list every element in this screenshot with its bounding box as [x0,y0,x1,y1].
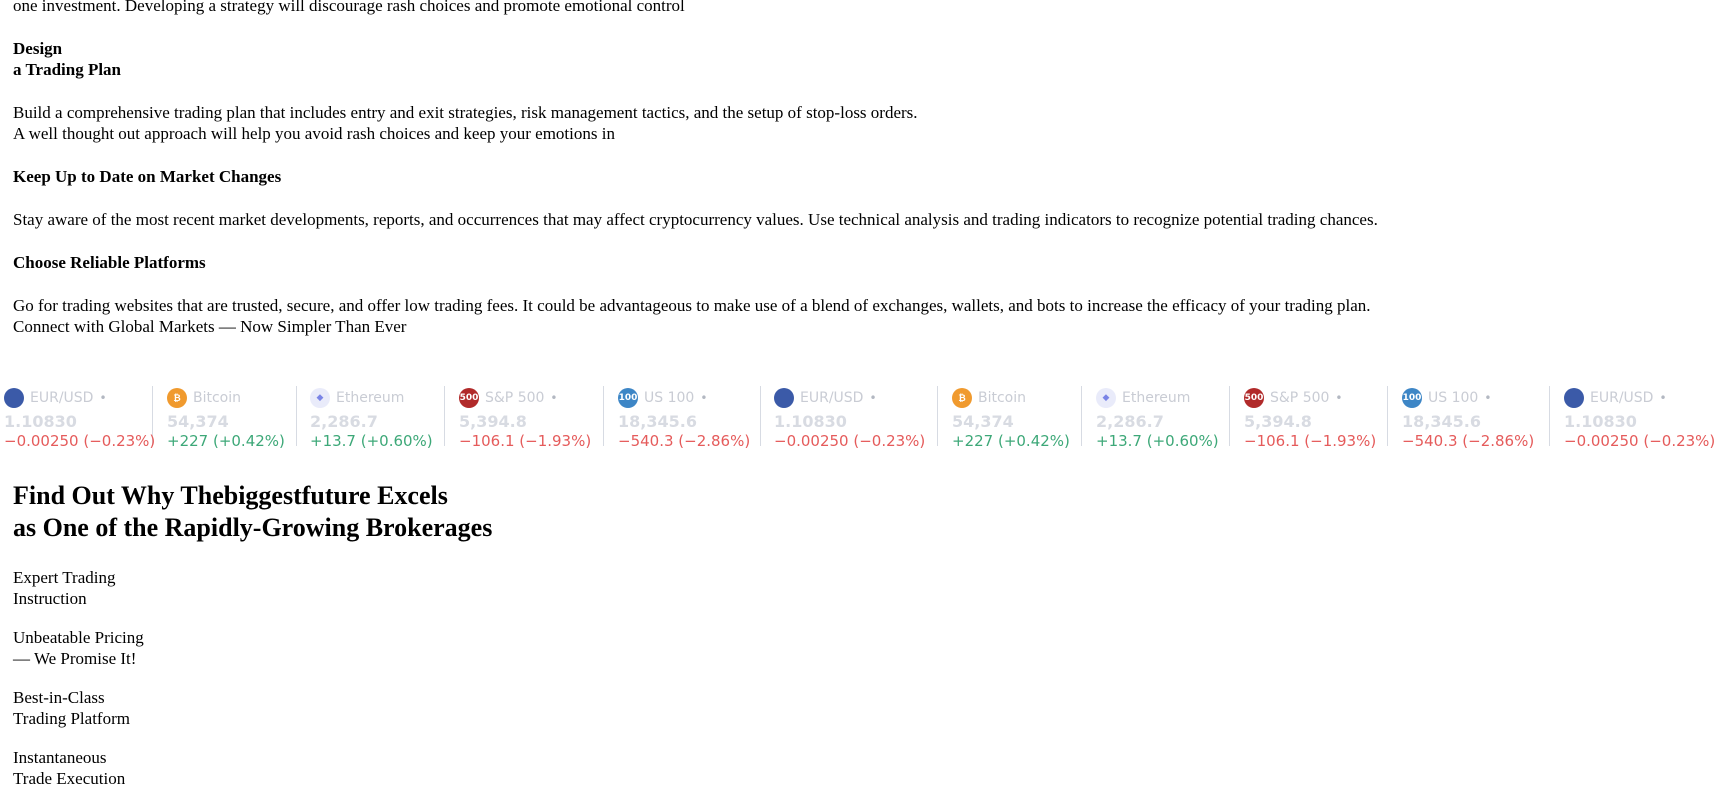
market-status-dot: • [1484,391,1492,405]
feature-line1: Expert Trading [13,568,116,587]
ticker-item-header [1244,388,1343,408]
sp500-icon: 500 [459,388,479,408]
ticker-separator [760,386,761,446]
ticker-change: −540.3 (−2.86%) [1402,432,1535,450]
feature-item [13,567,144,609]
ticker-separator [1081,386,1082,446]
us100-icon: 100 [1402,388,1422,408]
ticker-change: −106.1 (−1.93%) [459,432,592,450]
feature-line1: Best-in-Class [13,688,105,707]
ticker-item-header [167,388,241,408]
plan-body-line1: Build a comprehensive trading plan that includes entry and exit strategies, risk management tactics, and the setup of stop-loss orders. [13,103,918,122]
us100-icon: 100 [618,388,638,408]
platforms-tagline: Connect with Global Markets — Now Simpler Than Ever [13,317,407,336]
ticker-price: 1.10830 [774,412,847,431]
ticker-separator [937,386,938,446]
ticker-item-header [1402,388,1491,408]
ticker-price: 2,286.7 [310,412,378,431]
ticker-symbol-name: US 100 [644,390,695,406]
bitcoin-icon: ₿ [952,388,972,408]
ticker-separator [603,386,604,446]
market-status-dot: • [99,391,107,405]
article-content [13,0,1593,337]
feature-list [13,567,144,807]
ticker-price: 5,394.8 [459,412,527,431]
eur-usd-flag-icon [4,388,24,408]
ticker-separator [444,386,445,446]
market-body: Stay aware of the most recent market developments, reports, and occurrences that may affect cryptocurrency values. Use technical analysis and trading indicators to recognize potential trading chances. [13,210,1378,229]
market-status-dot: • [700,391,708,405]
sp500-icon: 500 [1244,388,1264,408]
ticker-price: 1.10830 [1564,412,1637,431]
ticker-item-header [618,388,707,408]
ticker-symbol-name: Ethereum [1122,390,1191,406]
ticker-symbol-name: EUR/USD [800,390,864,406]
feature-line2: — We Promise It! [13,649,137,668]
ticker-separator [296,386,297,446]
market-ticker[interactable] [0,380,1715,452]
market-status-dot: • [1335,391,1343,405]
ticker-item-header [310,388,404,408]
ticker-symbol-name: S&P 500 [485,390,545,406]
ticker-separator [1229,386,1230,446]
brokerage-heading [13,480,492,544]
ticker-change: −106.1 (−1.93%) [1244,432,1377,450]
feature-item [13,627,144,669]
platforms-heading: Choose Reliable Platforms [13,253,206,272]
ticker-change: −0.00250 (−0.23%) [1564,432,1715,450]
ticker-change: +13.7 (+0.60%) [310,432,433,450]
feature-item [13,687,144,729]
market-status-dot: • [869,391,877,405]
eur-usd-flag-icon [774,388,794,408]
ethereum-icon: ◆ [310,388,330,408]
ticker-separator [1549,386,1550,446]
market-status-dot: • [1659,391,1667,405]
feature-line2: Trading Platform [13,709,130,728]
feature-line1: Unbeatable Pricing [13,628,144,647]
ticker-change: +227 (+0.42%) [167,432,285,450]
platforms-body: Go for trading websites that are trusted, secure, and offer low trading fees. It could be advantageous to make use of a blend of exchanges, wallets, and bots to increase the efficacy of your trading plan. [13,296,1371,315]
ticker-item-header [774,388,877,408]
ticker-change: −0.00250 (−0.23%) [774,432,926,450]
plan-heading-line1: Design [13,39,63,58]
ticker-symbol-name: EUR/USD [1590,390,1654,406]
ticker-price: 18,345.6 [618,412,697,431]
plan-body-line2: A well thought out approach will help you avoid rash choices and keep your emotions in [13,124,615,143]
ticker-price: 18,345.6 [1402,412,1481,431]
ethereum-icon: ◆ [1096,388,1116,408]
ticker-symbol-name: S&P 500 [1270,390,1330,406]
plan-heading-line2: a Trading Plan [13,60,122,79]
ticker-item-header [1096,388,1190,408]
ticker-change: −0.00250 (−0.23%) [4,432,156,450]
intro-tail-text: one investment. Developing a strategy will discourage rash choices and promote emotional control [13,0,685,15]
ticker-item-header [4,388,107,408]
ticker-symbol-name: Bitcoin [978,390,1027,406]
ticker-item-header [952,388,1026,408]
feature-item [13,747,144,789]
feature-line1: Instantaneous [13,748,107,767]
ticker-change: +227 (+0.42%) [952,432,1070,450]
ticker-symbol-name: US 100 [1428,390,1479,406]
feature-line2: Trade Execution [13,769,126,788]
ticker-price: 5,394.8 [1244,412,1312,431]
ticker-price: 54,374 [167,412,229,431]
ticker-symbol-name: Ethereum [336,390,405,406]
market-heading: Keep Up to Date on Market Changes [13,167,282,186]
ticker-symbol-name: Bitcoin [193,390,242,406]
ticker-change: −540.3 (−2.86%) [618,432,751,450]
eur-usd-flag-icon [1564,388,1584,408]
ticker-price: 1.10830 [4,412,77,431]
ticker-price: 2,286.7 [1096,412,1164,431]
bitcoin-icon: ₿ [167,388,187,408]
feature-line2: Instruction [13,589,87,608]
brokerage-heading-line2: as One of the Rapidly-Growing Brokerages [13,513,493,542]
ticker-change: +13.7 (+0.60%) [1096,432,1219,450]
ticker-item-header [1564,388,1667,408]
ticker-item-header [459,388,558,408]
brokerage-heading-line1: Find Out Why Thebiggestfuture Excels [13,481,448,510]
ticker-symbol-name: EUR/USD [30,390,94,406]
ticker-separator [1387,386,1388,446]
market-status-dot: • [550,391,558,405]
ticker-price: 54,374 [952,412,1014,431]
